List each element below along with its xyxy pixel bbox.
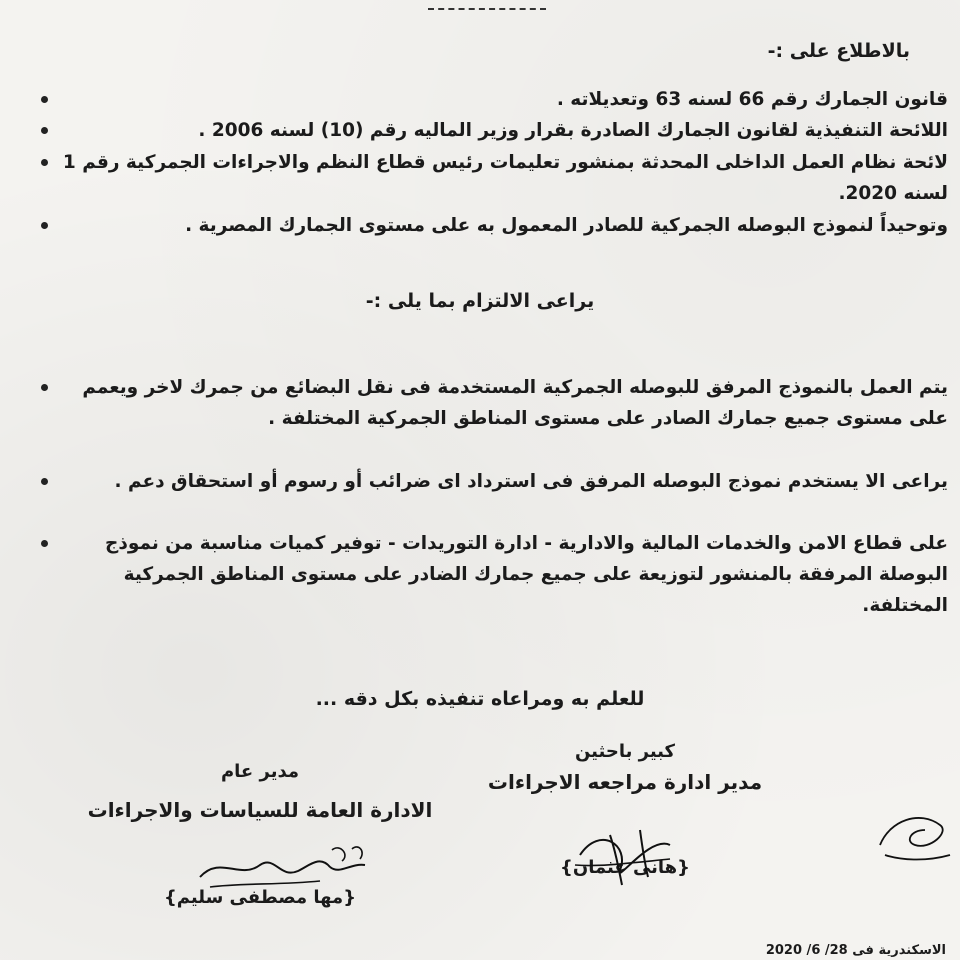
handwritten-initials	[870, 800, 960, 870]
signature-name: {مها مصطفى سليم}	[163, 887, 357, 908]
instruction-item: يتم العمل بالنموذج المرفق للبوصله الجمركية المستخدمة فى نقل البضائع من جمرك لاخر ويعمم على مستوى جميع جمارك الصادر على مستوى المناطق الجمركية المختلفة .	[43, 372, 948, 434]
references-heading: بالاطلاع على :-	[767, 40, 910, 62]
signature-title: مدير عام	[220, 761, 299, 782]
top-dashed-rule	[428, 8, 546, 10]
instruction-item: يراعى الا يستخدم نموذج البوصله المرفق فى استرداد اى ضرائب أو رسوم أو استحقاق دعم .	[43, 466, 948, 497]
closing-statement: للعلم به ومراعاه تنفيذه بكل دقه ...	[315, 688, 645, 710]
signature-name: {هانى عثمان}	[560, 857, 690, 878]
reference-item: وتوحيداً لنموذج البوصله الجمركية للصادر المعمول به على مستوى الجمارك المصرية .	[43, 210, 948, 241]
instructions-heading: يراعى الالتزام بما يلى :-	[365, 290, 595, 312]
reference-item: قانون الجمارك رقم 66 لسنه 63 وتعديلاته .	[43, 84, 948, 115]
signature-title: كبير باحثين	[574, 741, 675, 762]
signature-department: مدير ادارة مراجعه الاجراءات	[487, 770, 763, 794]
instruction-item: على قطاع الامن والخدمات المالية والادارية - ادارة التوريدات - توفير كميات مناسبة من نموذج البوصلة المرفقة بالمنشور لتوزيعة على جميع جمارك الضادر على مستوى المناطق الجمركية المختلفة.	[43, 528, 948, 621]
reference-item: اللائحة التنفيذية لقانون الجمارك الصادرة بقرار وزير الماليه رقم (10) لسنه 2006 .	[43, 115, 948, 146]
handwritten-signature-right	[560, 815, 690, 895]
signature-department: الادارة العامة للسياسات والاجراءات	[87, 798, 433, 822]
place-date: الاسكندرية فى 28/ 6/ 2020	[765, 943, 946, 958]
handwritten-signature-left	[180, 835, 380, 895]
reference-item: لائحة نظام العمل الداخلى المحدثة بمنشور تعليمات رئيس قطاع النظم والاجراءات الجمركية رقم 1 لسنه 2020.	[43, 147, 948, 209]
